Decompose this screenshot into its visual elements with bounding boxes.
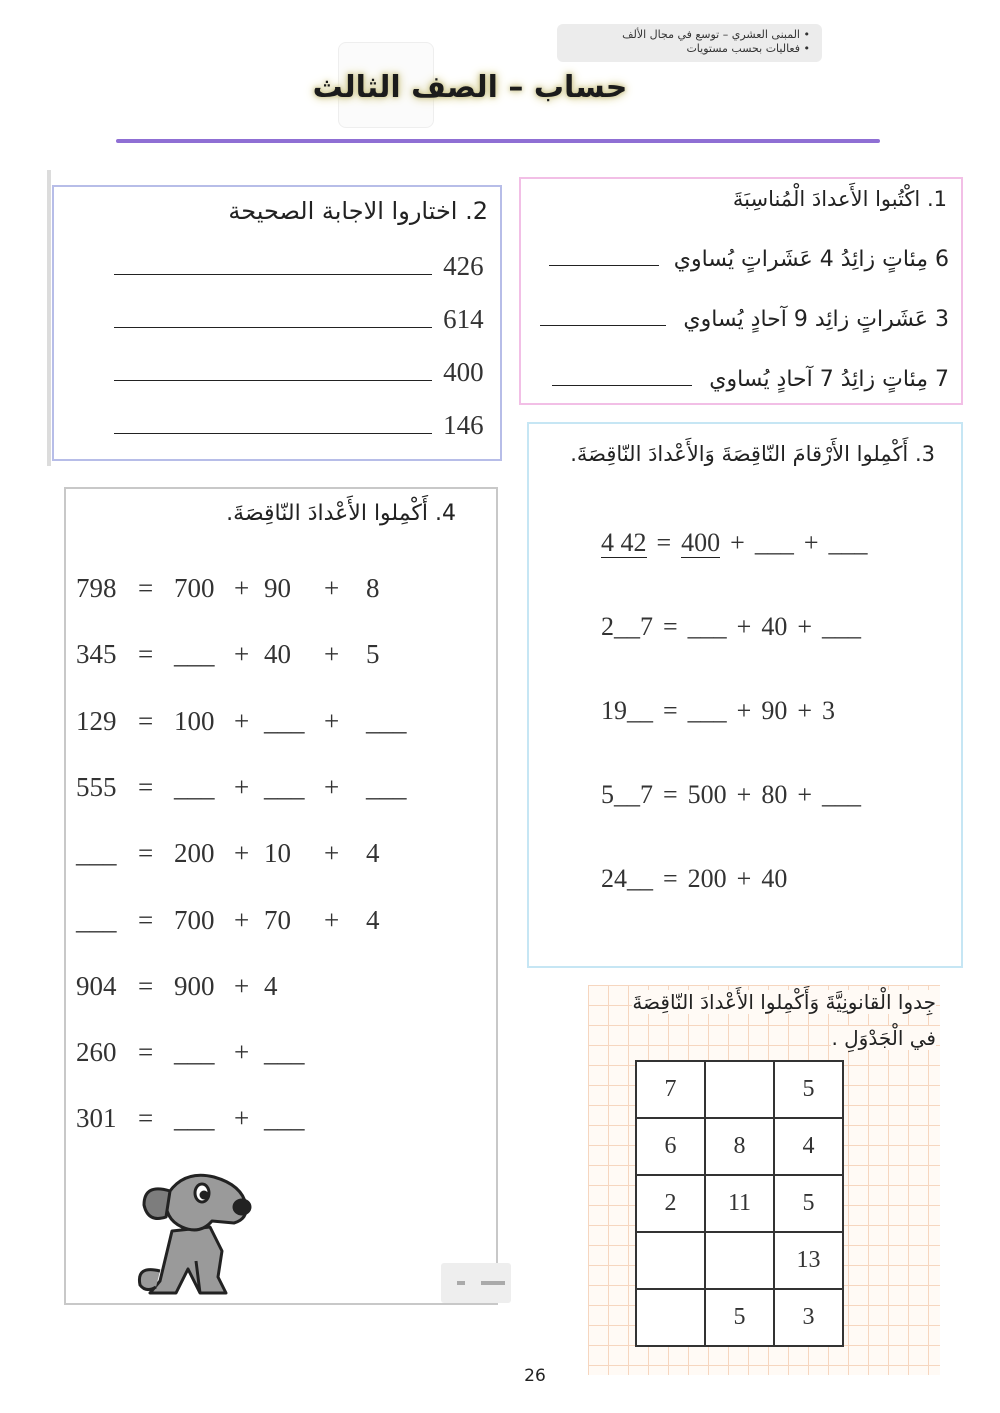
equation-token: = — [138, 1103, 154, 1134]
section-2-edge — [47, 170, 51, 466]
equation-token: + — [234, 771, 250, 802]
scroll-mark — [481, 1281, 505, 1285]
answer-blank[interactable]: 5__7 — [601, 780, 653, 809]
section-1-line-text: 3 عَشَراتٍ زائِد 9 آحادٍ يُساوي — [683, 307, 949, 332]
answer-blank[interactable]: ___ — [828, 528, 868, 557]
section-1-line-text: 6 مِئاتٍ زائِدُ 4 عَشَراتٍ يُساوي — [673, 247, 949, 272]
equation-token: 80 — [761, 780, 788, 809]
equation-token: + — [797, 612, 813, 641]
equation-token: 200 — [687, 864, 727, 893]
table-cell: 4 — [774, 1118, 843, 1175]
equation-token: = — [138, 705, 154, 736]
section-3-equation — [601, 696, 845, 726]
equation-token: + — [324, 639, 340, 670]
section-4-box — [64, 487, 498, 1305]
equation-token: = — [138, 573, 154, 603]
equation-token: + — [797, 696, 813, 725]
equation-token: 900 — [174, 970, 215, 1001]
equation-token: 4 42 — [601, 528, 647, 557]
equation-token: + — [736, 696, 752, 725]
answer-blank[interactable]: ___ — [366, 771, 407, 802]
equation-token: = — [663, 612, 678, 641]
answer-blank[interactable] — [549, 265, 659, 266]
empty-cell[interactable] — [636, 1232, 705, 1289]
answer-blank[interactable] — [114, 274, 432, 275]
section-5-title-line2: في الْجَدْوَلِ . — [831, 1026, 936, 1050]
topic-note — [557, 24, 822, 62]
equation-token: + — [234, 705, 250, 736]
equation-token: 5 — [366, 639, 380, 670]
answer-blank[interactable]: ___ — [754, 528, 794, 557]
section-3-box — [527, 422, 963, 968]
table-row — [636, 1289, 843, 1346]
equation-token: + — [234, 970, 250, 1001]
section-1-line — [540, 307, 949, 332]
equation-token: + — [324, 838, 340, 869]
answer-blank[interactable]: ___ — [366, 705, 407, 736]
answer-blank[interactable] — [114, 433, 432, 434]
equation-token: + — [324, 771, 340, 802]
empty-cell[interactable] — [705, 1061, 774, 1118]
equation-token: + — [234, 838, 250, 869]
answer-blank[interactable]: ___ — [174, 639, 215, 670]
equation-token: 700 — [174, 573, 215, 603]
answer-blank[interactable]: 24__ — [601, 864, 653, 893]
equation-token: 3 — [822, 696, 836, 725]
equation-token: 70 — [264, 904, 291, 935]
section-1-line-text: 7 مِئاتٍ زائِدُ 7 آحادٍ يُساوي — [709, 367, 949, 392]
equation-token: = — [138, 838, 154, 869]
section-4-title: 4. أَكْمِلوا الأَعْدادَ النّاقِصَةَ. — [226, 501, 456, 526]
table-cell: 11 — [705, 1175, 774, 1232]
section-2-row — [114, 410, 484, 441]
empty-cell[interactable] — [636, 1289, 705, 1346]
answer-blank[interactable] — [552, 385, 692, 386]
equation-token: + — [234, 904, 250, 935]
equation-token: 345 — [76, 639, 117, 670]
empty-cell[interactable] — [705, 1232, 774, 1289]
table-cell: 5 — [705, 1289, 774, 1346]
table-cell: 6 — [636, 1118, 705, 1175]
equation-token: + — [234, 1103, 250, 1134]
equation-token: 40 — [761, 612, 788, 641]
equation-token: + — [324, 705, 340, 736]
equation-token: 555 — [76, 771, 117, 802]
equation-token: = — [138, 771, 154, 802]
equation-token: 129 — [76, 705, 117, 736]
section-5-title: جِدوا الْقانونِيَّةَ وَأَكْمِلوا الأَعْدادَ النّاقِصَةَ — [632, 990, 936, 1014]
answer-blank[interactable]: ___ — [174, 1103, 215, 1134]
equation-token: 301 — [76, 1103, 117, 1134]
equation-token: + — [736, 864, 752, 893]
section-2-title: 2. اختاروا الاجابة الصحيحة — [228, 197, 488, 225]
table-cell: 13 — [774, 1232, 843, 1289]
section-3-equation — [601, 780, 871, 810]
equation-token: + — [324, 573, 340, 603]
answer-blank[interactable] — [540, 325, 666, 326]
answer-blank[interactable]: ___ — [264, 1103, 305, 1134]
equation-token: 260 — [76, 1037, 117, 1068]
page-number: 26 — [524, 1366, 546, 1386]
equation-token: 90 — [761, 696, 788, 725]
section-2-box — [52, 185, 502, 461]
section-1-box — [519, 177, 963, 405]
answer-blank[interactable]: ___ — [687, 612, 727, 641]
answer-blank[interactable]: ___ — [76, 838, 117, 869]
table-cell: 5 — [774, 1175, 843, 1232]
equation-token: 8 — [366, 573, 380, 603]
section-3-title: 3. أَكْمِلوا الأَرْقامَ النّاقِصَةَ وَالأَعْدادَ النّاقِصَةَ. — [570, 442, 935, 466]
section-3-equation — [601, 612, 871, 642]
answer-blank[interactable]: 19__ — [601, 696, 653, 725]
answer-blank[interactable]: ___ — [264, 705, 305, 736]
equation-token: 904 — [76, 970, 117, 1001]
section-2-number: 426 — [443, 251, 484, 281]
topic-note-line: • المبنى العشري – توسع في مجال الألف — [557, 28, 810, 42]
section-2-number: 146 — [443, 410, 484, 440]
equation-token: = — [663, 864, 678, 893]
table-row — [636, 1232, 843, 1289]
answer-blank[interactable]: ___ — [822, 780, 862, 809]
equation-token: 798 — [76, 573, 117, 603]
section-3-equation — [601, 864, 797, 894]
scroll-handle[interactable] — [441, 1263, 511, 1303]
equation-token: = — [138, 639, 154, 670]
section-2-number: 614 — [443, 304, 484, 334]
table-cell: 2 — [636, 1175, 705, 1232]
answer-blank[interactable]: ___ — [822, 612, 862, 641]
equation-token: = — [138, 904, 154, 935]
section-2-number: 400 — [443, 357, 484, 387]
table-row — [636, 1175, 843, 1232]
answer-blank[interactable]: ___ — [264, 771, 305, 802]
scroll-mark — [457, 1281, 465, 1285]
answer-blank[interactable]: ___ — [687, 696, 727, 725]
equation-token: = — [138, 970, 154, 1001]
section-2-row — [114, 304, 484, 335]
equation-token: 40 — [264, 639, 291, 670]
equation-token: + — [730, 528, 745, 557]
title-divider — [116, 139, 880, 143]
equation-token: + — [736, 780, 752, 809]
equation-token: = — [663, 780, 678, 809]
equation-token: 400 — [681, 528, 721, 557]
equation-token: + — [736, 612, 752, 641]
answer-blank[interactable]: ___ — [174, 771, 215, 802]
section-2-row — [114, 357, 484, 388]
equation-token: 100 — [174, 705, 215, 736]
equation-token: 40 — [761, 864, 788, 893]
section-3-equation — [601, 528, 878, 558]
equation-token: + — [234, 573, 250, 603]
equation-token: 4 — [366, 838, 380, 869]
section-1-line — [552, 367, 949, 392]
equation-token: + — [797, 780, 813, 809]
equation-token: + — [234, 639, 250, 670]
equation-token: = — [138, 1037, 154, 1068]
table-cell: 3 — [774, 1289, 843, 1346]
answer-blank[interactable]: ___ — [264, 1037, 305, 1068]
section-2-row — [114, 251, 484, 282]
table-row — [636, 1118, 843, 1175]
topic-note-line: • فعاليات بحسب مستويات — [557, 42, 810, 56]
equation-token: = — [663, 696, 678, 725]
equation-token: 4 — [366, 904, 380, 935]
equation-token: 200 — [174, 838, 215, 869]
page-title: حساب – الصف الثالث — [312, 70, 628, 105]
pattern-table — [635, 1060, 844, 1347]
table-cell: 5 — [774, 1061, 843, 1118]
table-cell: 7 — [636, 1061, 705, 1118]
equation-token: 4 — [264, 970, 278, 1001]
answer-blank[interactable]: ___ — [174, 1037, 215, 1068]
equation-token: 700 — [174, 904, 215, 935]
answer-blank[interactable] — [114, 327, 432, 328]
equation-token: 500 — [687, 780, 727, 809]
answer-blank[interactable]: ___ — [76, 904, 117, 935]
table-row — [636, 1061, 843, 1118]
section-1-title: 1. اكْتُبوا الأَعدادَ الْمُناسِبَةَ — [732, 187, 947, 211]
answer-blank[interactable]: 2__7 — [601, 612, 653, 641]
equation-token: + — [234, 1037, 250, 1068]
equation-token: 90 — [264, 573, 291, 603]
table-cell: 8 — [705, 1118, 774, 1175]
answer-blank[interactable] — [114, 380, 432, 381]
dog-illustration — [130, 1161, 260, 1301]
equation-token: + — [324, 904, 340, 935]
equation-token: 10 — [264, 838, 291, 869]
equation-token: = — [656, 528, 672, 557]
section-1-line — [549, 247, 949, 272]
equation-token: + — [803, 528, 819, 557]
